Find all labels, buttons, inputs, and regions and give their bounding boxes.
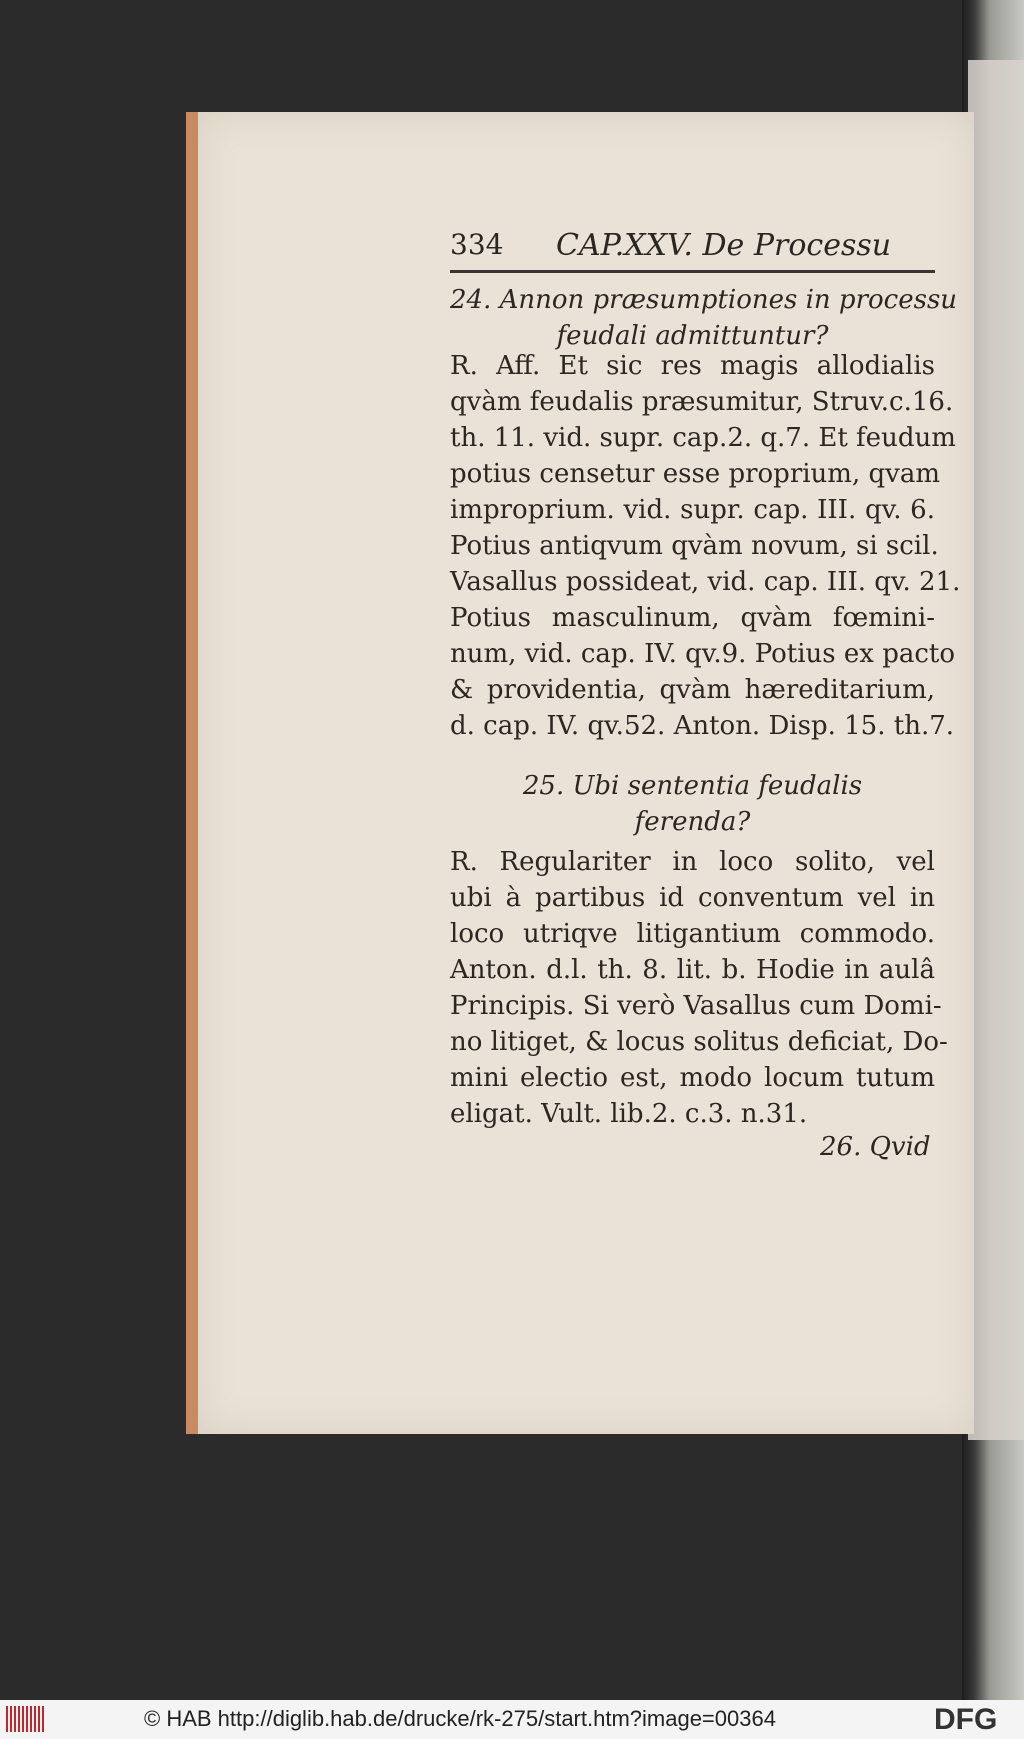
adjacent-page-edge (968, 60, 1024, 1440)
answer-25 (450, 844, 948, 1132)
answer-24-line: qvàm feudalis præsumitur, Struv.c.16. (450, 387, 954, 417)
question-25 (450, 768, 935, 840)
question-25-line-1: 25. Ubi sententia feudalis (522, 771, 863, 801)
answer-24-line: & providentia, qvàm hæreditarium, (450, 675, 935, 705)
answer-24-line: d. cap. IV. qv.52. Anton. Disp. 15. th.7. (450, 711, 955, 741)
answer-24-line: potius censetur esse proprium, qvam (450, 459, 940, 489)
answer-24-line: num, vid. cap. IV. qv.9. Potius ex pacto (450, 639, 956, 669)
answer-25-line: eligat. Vult. lib.2. c.3. n.31. (450, 1099, 808, 1129)
page-header (450, 228, 935, 274)
question-24-line-2: feudali admittuntur? (556, 321, 829, 351)
dfg-logo: DFG (934, 1703, 998, 1736)
catchword: 26. Qvid (820, 1132, 931, 1162)
answer-25-line: R. Regulariter in loco solito, vel (450, 847, 935, 877)
page-number: 334 (450, 228, 504, 261)
answer-24-line: Vasallus possideat, vid. cap. III. qv. 21. (450, 567, 961, 597)
running-title: CAP.XXV. De Processu (556, 228, 892, 263)
question-24-line-1: 24. Annon præsumptiones in processu (450, 285, 958, 315)
question-24 (450, 282, 958, 354)
answer-25-line: Principis. Si verò Vasallus cum Domi- (450, 991, 942, 1021)
footer-bar (0, 1700, 1024, 1739)
answer-25-line: mini electio est, modo locum tutum (450, 1063, 935, 1093)
question-25-line-2: ferenda? (634, 807, 751, 837)
answer-24-line: Potius masculinum, qvàm fœmini- (450, 603, 935, 633)
answer-25-line: loco utriqve litigantium commodo. (450, 919, 935, 949)
barcode-icon (6, 1706, 46, 1732)
answer-24-line: th. 11. vid. supr. cap.2. q.7. Et feudum (450, 423, 956, 453)
header-rule (450, 270, 935, 273)
answer-24-line: improprium. vid. supr. cap. III. qv. 6. (450, 495, 935, 525)
footer-copyright-link[interactable]: © HAB http://diglib.hab.de/drucke/rk-275/start.htm?image=00364 (144, 1706, 776, 1731)
answer-24 (450, 348, 961, 744)
answer-25-line: ubi à partibus id conventum vel in (450, 883, 935, 913)
answer-24-line: R. Aff. Et sic res magis allodialis (450, 351, 935, 381)
answer-25-line: Anton. d.l. th. 8. lit. b. Hodie in aulâ (450, 955, 935, 985)
answer-25-line: no litiget, & locus solitus deficiat, Do- (450, 1027, 948, 1057)
answer-24-line: Potius antiqvum qvàm novum, si scil. (450, 531, 939, 561)
